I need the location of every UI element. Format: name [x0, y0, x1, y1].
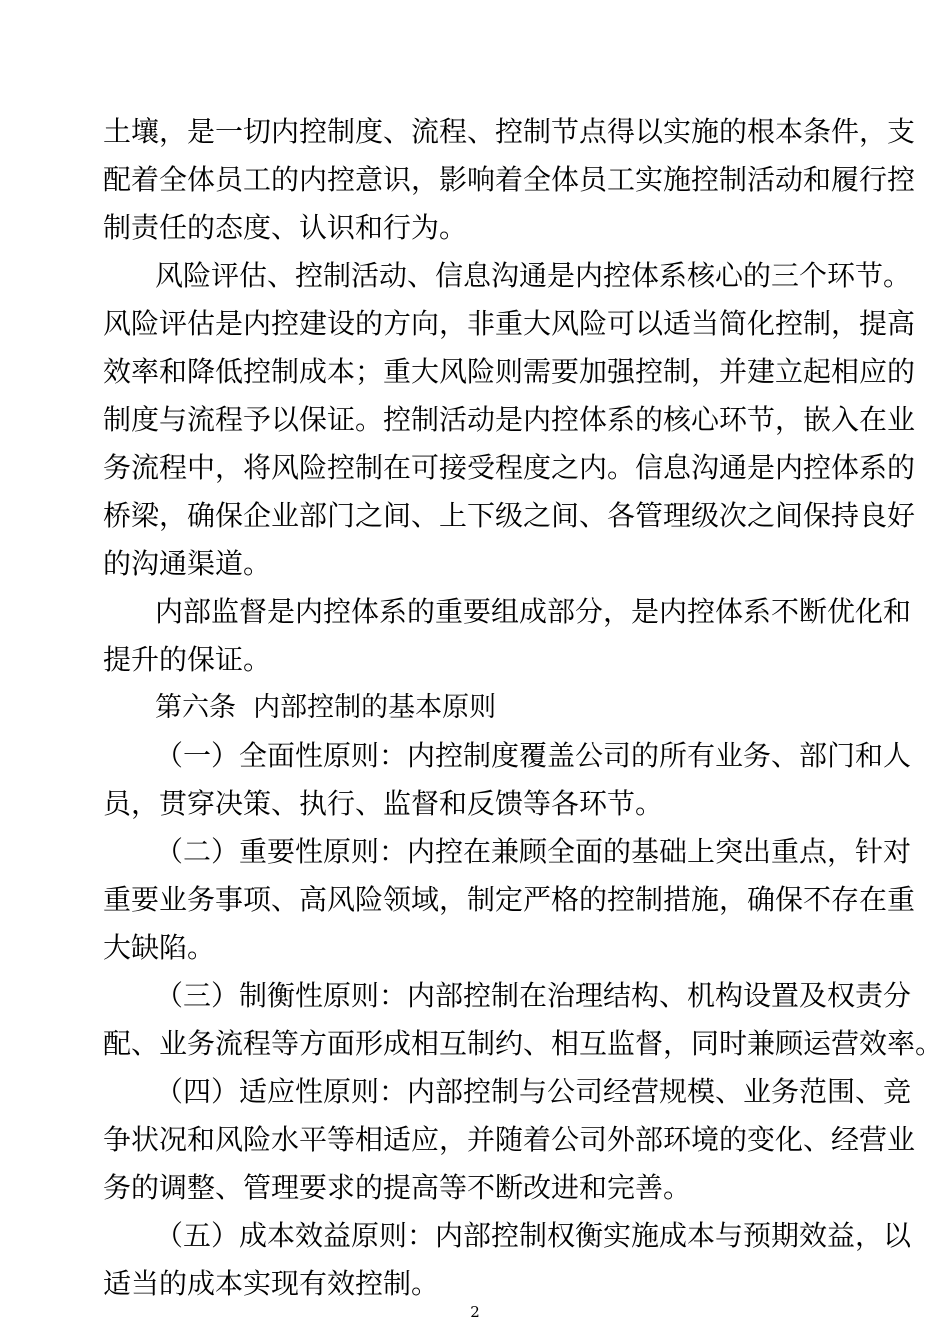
- body-line: 土壤，是一切内控制度、流程、控制节点得以实施的根本条件，支: [103, 115, 916, 148]
- body-line: 制度与流程予以保证。控制活动是内控体系的核心环节，嵌入在业: [103, 403, 916, 436]
- body-line: 重要业务事项、高风险领域，制定严格的控制措施，确保不存在重: [103, 883, 916, 916]
- body-line: （三）制衡性原则：内部控制在治理结构、机构设置及权责分: [155, 979, 912, 1012]
- body-line: 桥梁，确保企业部门之间、上下级之间、各管理级次之间保持良好: [103, 499, 916, 532]
- page-number: 2: [470, 1303, 480, 1321]
- body-line: 务的调整、管理要求的提高等不断改进和完善。: [103, 1171, 692, 1204]
- body-line: （四）适应性原则：内部控制与公司经营规模、业务范围、竞: [155, 1075, 912, 1108]
- body-line: （五）成本效益原则：内部控制权衡实施成本与预期效益，以: [155, 1219, 912, 1252]
- body-line: 风险评估、控制活动、信息沟通是内控体系核心的三个环节。: [155, 259, 912, 292]
- body-line: 制责任的态度、认识和行为。: [103, 211, 468, 244]
- section-heading: 第六条 内部控制的基本原则: [155, 692, 497, 723]
- body-line: （一）全面性原则：内控制度覆盖公司的所有业务、部门和人: [155, 739, 912, 772]
- body-line: 效率和降低控制成本；重大风险则需要加强控制，并建立起相应的: [103, 355, 916, 388]
- body-line: （二）重要性原则：内控在兼顾全面的基础上突出重点，针对: [155, 835, 912, 868]
- body-line: 务流程中，将风险控制在可接受程度之内。信息沟通是内控体系的: [103, 451, 916, 484]
- body-line: 大缺陷。: [103, 931, 216, 964]
- body-line: 适当的成本实现有效控制。: [103, 1267, 440, 1300]
- body-line: 配着全体员工的内控意识，影响着全体员工实施控制活动和履行控: [103, 163, 916, 196]
- body-line: 内部监督是内控体系的重要组成部分，是内控体系不断优化和: [155, 595, 912, 628]
- body-line: 的沟通渠道。: [103, 547, 272, 580]
- body-line: 提升的保证。: [103, 643, 272, 676]
- body-line: 员，贯穿决策、执行、监督和反馈等各环节。: [103, 787, 664, 820]
- body-line: 风险评估是内控建设的方向，非重大风险可以适当简化控制，提高: [103, 307, 916, 340]
- body-line: 争状况和风险水平等相适应，并随着公司外部环境的变化、经营业: [103, 1123, 916, 1156]
- body-line: 配、业务流程等方面形成相互制约、相互监督，同时兼顾运营效率。: [103, 1027, 944, 1060]
